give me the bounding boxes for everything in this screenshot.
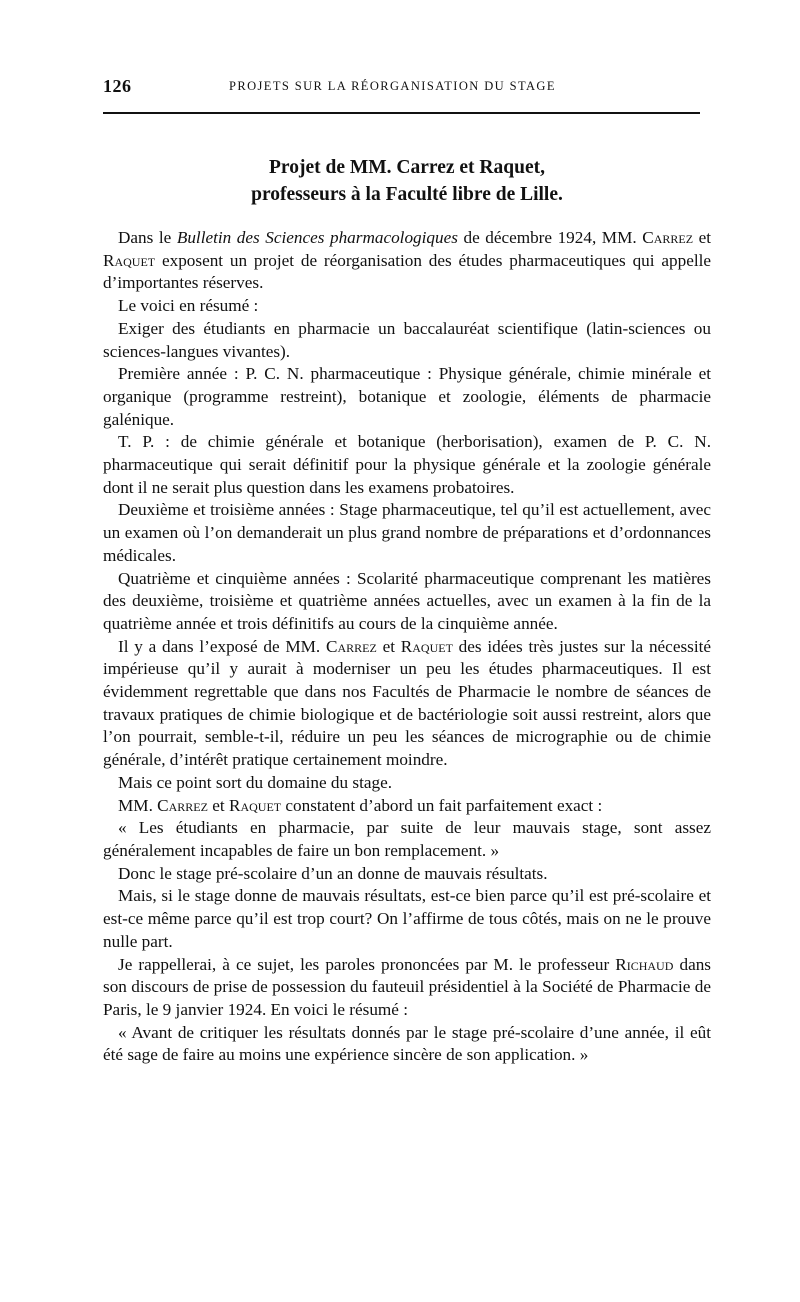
- paragraph-quatrieme-cinquieme: Quatrième et cinquième années : Scolarité pharmaceutique comprenant les matières des deuxième, troisième et quatrième années actuelles, avec un examen à la fin de la quatrième année et trois définitifs au cours de la cinquième année.: [103, 568, 711, 633]
- paragraph-citation-etudiants: « Les étudiants en pharmacie, par suite de leur mauvais stage, sont assez généralement incapables de faire un bon remplacement. »: [103, 818, 711, 860]
- text-run: MM.: [118, 795, 158, 815]
- paragraph-mauvais-resultats: Donc le stage pré-scolaire d’un an donne de mauvais résultats.: [118, 863, 548, 883]
- paragraph-intro: [103, 227, 711, 295]
- paragraph-constat: [103, 795, 711, 818]
- running-head: [103, 72, 711, 102]
- text-run: Je rappellerai, à ce sujet, les paroles prononcées par M. le professeur: [118, 954, 616, 974]
- text-run: dans son discours de prise de possession du fauteuil présidentiel à la Société de Pharmacie de Paris, le 9 janvier 1924. En voici le résumé :: [103, 954, 711, 1019]
- title-line-1: Projet de MM. Carrez et Raquet,: [269, 157, 545, 178]
- author-name: Raquet: [228, 795, 282, 815]
- text-run: constatent d’abord un fait parfaitement exact :: [281, 795, 603, 815]
- paragraph-deuxieme-troisieme: Deuxième et troisième années : Stage pharmaceutique, tel qu’il est actuellement, avec un examen où l’on demanderait un plus grand nombre de préparations et d’ordonnances médicales.: [103, 500, 711, 565]
- paragraph-domaine-stage: Mais ce point sort du domaine du stage.: [118, 772, 392, 792]
- paragraph-resume: Le voici en résumé :: [118, 296, 259, 316]
- paragraph-baccalaureat: Exiger des étudiants en pharmacie un baccalauréat scientifique (latin-sciences ou sciences-langues vivantes).: [103, 318, 711, 361]
- text-run: des idées très justes sur la nécessité impérieuse qu’il y aurait à moderniser un peu les études pharmaceutiques. Il est évidemment regrettable que dans nos Facultés de Pharmacie le nombre de séances de travaux pratiques de chimie biologique et de bactériologie soit aussi restreint, alors que l’on pourrait, semble-t-il, réduire un peu les séances de micrographie ou de chimie générale, d’intérêt pratique certainement moindre.: [103, 636, 711, 770]
- author-name: Raquet: [103, 250, 156, 270]
- person-name: Richaud: [615, 954, 674, 974]
- text-run: Il y a dans l’exposé de MM.: [118, 636, 326, 656]
- text-run: et: [207, 795, 229, 815]
- paragraph-critique: [103, 636, 711, 772]
- author-name: Carrez: [157, 795, 208, 815]
- paragraph-citation-richaud: « Avant de critiquer les résultats donnés par le stage pré-scolaire d’une année, il eût été sage de faire au moins une expérience sincère de son application. »: [103, 1022, 711, 1065]
- text-run: de décembre 1924, MM.: [457, 228, 643, 247]
- text-run: exposent un projet de réorganisation des études pharmaceutiques qui appelle d’importantes réserves.: [103, 250, 711, 293]
- running-title: PROJETS SUR LA RÉORGANISATION DU STAGE: [229, 79, 556, 93]
- page-number: 126: [103, 76, 132, 96]
- text-run: et: [376, 636, 401, 656]
- author-name: Raquet: [400, 636, 453, 656]
- journal-title: Bulletin des Sciences pharmacologiques: [176, 228, 458, 247]
- title-line-2: professeurs à la Faculté libre de Lille.: [251, 184, 563, 205]
- text-run: Dans le: [118, 228, 177, 247]
- paragraph-question: Mais, si le stage donne de mauvais résultats, est-ce bien parce qu’il est pré-scolaire et est-ce même parce qu’il est trop court? On l’affirme de tous côtés, mais on ne le prouve nulle part.: [103, 886, 711, 951]
- page: [103, 72, 711, 1067]
- header-rule: [103, 112, 700, 114]
- author-name: Carrez: [642, 228, 694, 247]
- article-title: [103, 154, 711, 208]
- paragraph-richaud: [103, 954, 711, 1022]
- paragraph-premiere-annee: Première année : P. C. N. pharmaceutique : Physique générale, chimie minérale et organique (programme restreint), botanique et zoologie, éléments de pharmacie galénique.: [103, 364, 711, 429]
- article-body: [103, 227, 711, 1067]
- paragraph-travaux-pratiques: T. P. : de chimie générale et botanique (herborisation), examen de P. C. N. pharmaceutique qui serait définitif pour la physique générale et la zoologie générale dont il ne serait plus question dans les examens probatoires.: [103, 432, 711, 497]
- text-run: et: [693, 228, 712, 247]
- author-name: Carrez: [326, 636, 377, 656]
